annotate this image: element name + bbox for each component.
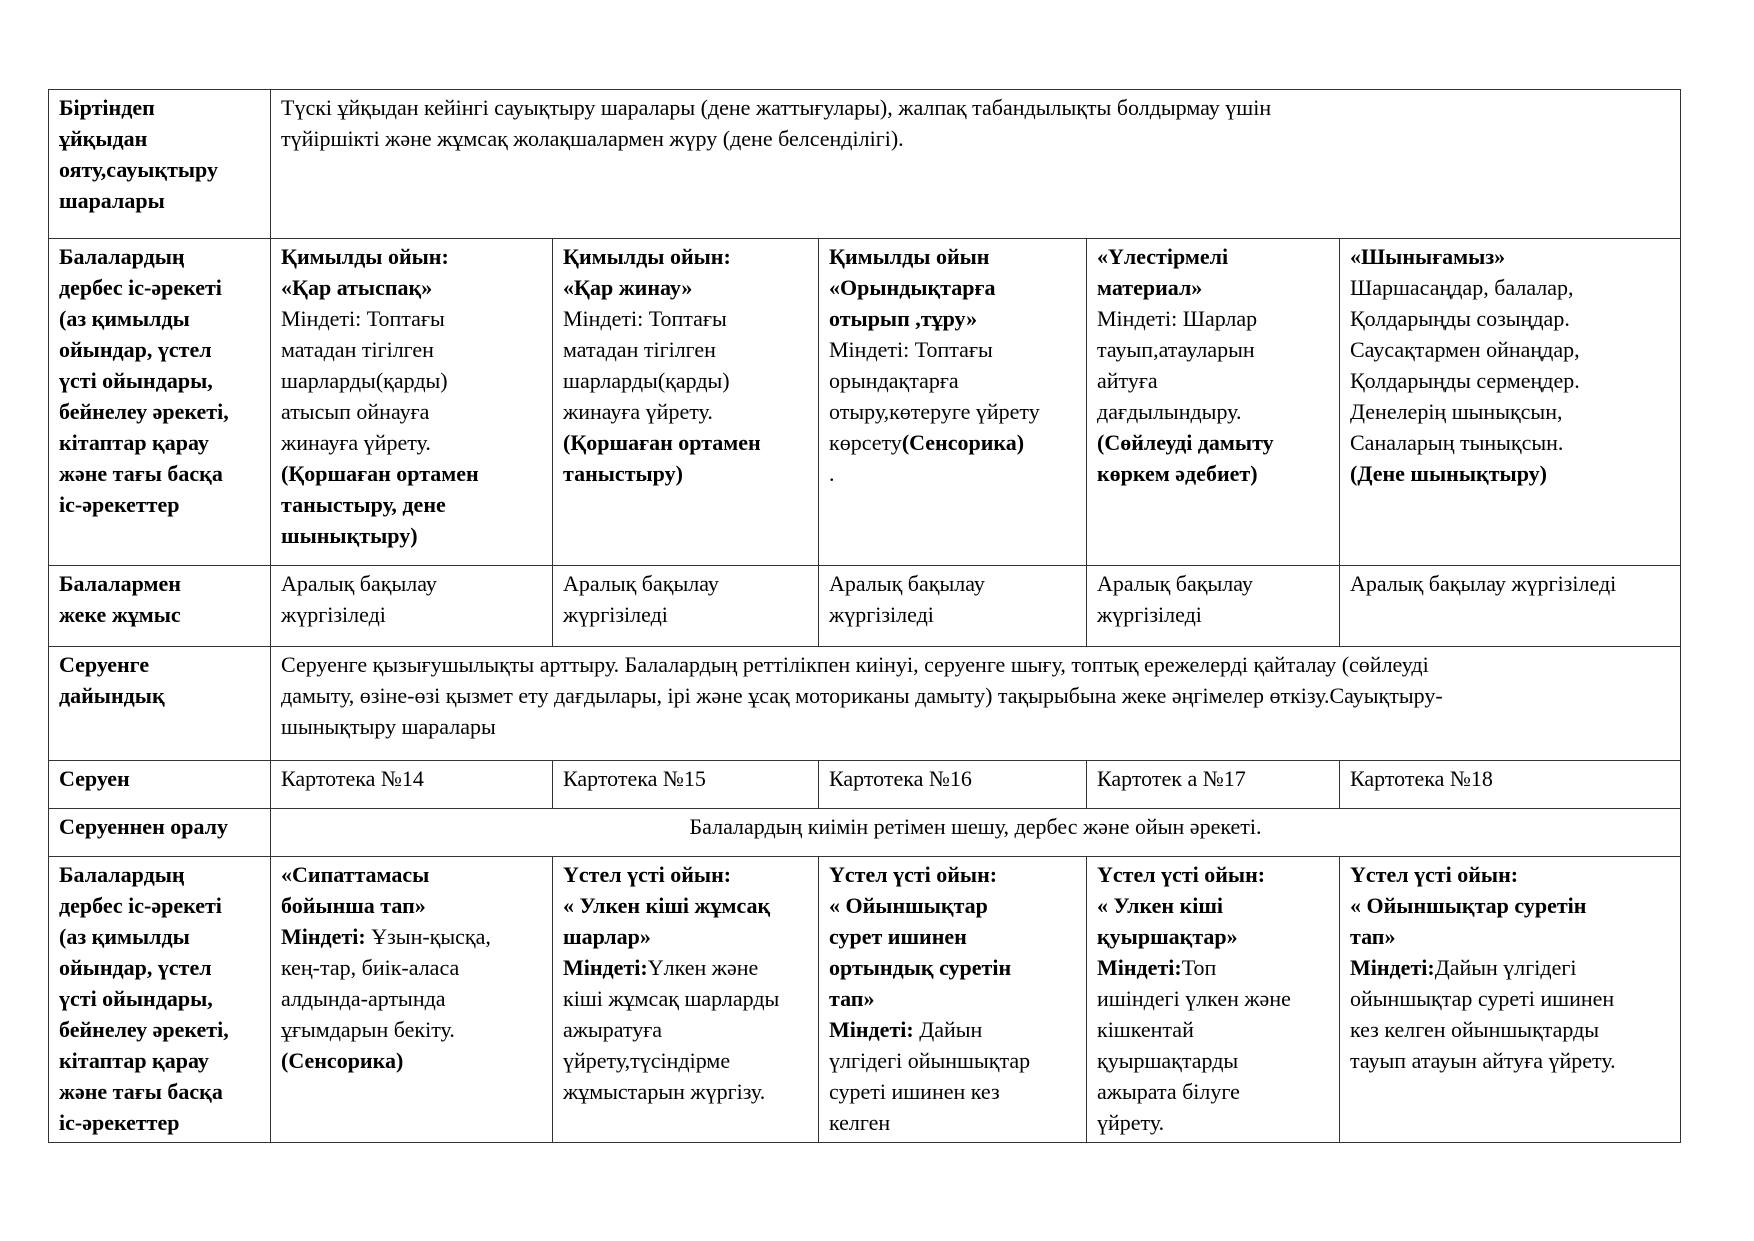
table-row-walk-prep (49, 647, 1681, 761)
cell-tail: . (829, 461, 835, 486)
walk-cell-4: Картотек а №17 (1087, 761, 1340, 809)
cell-title: «Шынығамыз» (1350, 244, 1506, 269)
return-text: Балалардың киімін ретімен шешу, дербес және ойын әрекеті. (271, 809, 1681, 857)
walk-cell-1: Картотека №14 (271, 761, 553, 809)
cell-title: Үстел үсті ойын: « Улкен кіші жұмсақ шарлар» (563, 862, 771, 949)
cell-task: Дайын үлгідегі ойыншықтар суреті ишинен кез келген (829, 1017, 1031, 1135)
walk-cell-3: Картотека №16 (819, 761, 1087, 809)
independent-1-cell-2 (553, 239, 819, 566)
table-row-individual (49, 566, 1681, 647)
independent-1-cell-3 (819, 239, 1087, 566)
individual-cell-3: Аралық бақылау жүргізіледі (819, 566, 1087, 647)
cell-area: (Сенсорика) (281, 1048, 404, 1073)
individual-cell-2: Аралық бақылау жүргізіледі (553, 566, 819, 647)
daily-plan-table (48, 89, 1681, 1143)
cell-title: «Сипаттамасы бойынша тап» (281, 862, 430, 918)
cell-title: Үстел үсті ойын: « Улкен кіші қуыршақтар» (1097, 862, 1266, 949)
document-page (48, 89, 1680, 1143)
cell-area: (Дене шынықтыру) (1350, 461, 1547, 486)
row-label-individual: Балалармен жеке жұмыс (49, 566, 271, 647)
cell-task-label: Міндеті: (1097, 955, 1182, 980)
walk-cell-5: Картотека №18 (1340, 761, 1681, 809)
table-row-independent-1 (49, 239, 1681, 566)
independent-1-cell-4 (1087, 239, 1340, 566)
table-row-independent-2 (49, 857, 1681, 1143)
cell-title: Үстел үсті ойын: « Ойыншықтар суретін тап» (1350, 862, 1587, 949)
independent-1-cell-5 (1340, 239, 1681, 566)
cell-area: (Сенсорика) (901, 430, 1025, 455)
table-row-walk (49, 761, 1681, 809)
walk-prep-text: Серуенге қызығушылықты арттыру. Балалардың реттілікпен киінуі, серуенге шығу, топтық ережелерді қайталау (сөйлеуді дамыту, өзіне-өзі қызмет ету дағдылары, ірі және ұсақ моториканы дамыту) тақырыбына жеке әңгімелер өткізу.Сауықтыру- шынықтыру шаралары (271, 647, 1681, 761)
cell-task: Ұзын-қысқа, кең-тар, биік-аласа алдында-артында ұғымдарын бекіту. (281, 924, 491, 1042)
cell-title: Қимылды ойын «Орындықтарға отырып ,тұру» (829, 244, 996, 331)
individual-cell-4: Аралық бақылау жүргізіледі (1087, 566, 1340, 647)
cell-task: Міндеті: Топтағы матадан тігілген шарларды(қарды) жинауға үйрету. (563, 306, 730, 424)
cell-task: Міндеті: Топтағы матадан тігілген шарларды(қарды) атысып ойнауға жинауға үйрету. (281, 306, 448, 455)
individual-cell-5: Аралық бақылау жүргізіледі (1340, 566, 1681, 647)
independent-2-cell-1 (271, 857, 553, 1143)
cell-task: Дайын үлгідегі ойыншықтар суреті ишинен кез келген ойыншықтарды тауып атауын айтуға үйрету. (1350, 955, 1616, 1073)
row-label-independent-1: Балалардың дербес іс-әрекеті (аз қимылды ойындар, үстел үсті ойындары, бейнелеу әрекеті, кітаптар қарау және тағы басқа іс-әрекеттер (49, 239, 271, 566)
cell-task: Міндеті: Топтағы орындақтарға отыру,көтеруге үйрету көрсету (829, 337, 1040, 455)
cell-task-label: Міндеті: (829, 1017, 914, 1042)
row-label-wakeup: Біртіндеп ұйқыдан ояту,сауықтыру шаралары (49, 90, 271, 239)
independent-2-cell-5 (1340, 857, 1681, 1143)
table-row-return (49, 809, 1681, 857)
cell-title: Үстел үсті ойын: « Ойыншықтар сурет ишинен ортындық суретін тап» (829, 862, 1012, 1011)
row-label-independent-2: Балалардың дербес іс-әрекеті (аз қимылды ойындар, үстел үсті ойындары, бейнелеу әрекеті, кітаптар қарау және тағы басқа іс-әрекеттер (49, 857, 271, 1143)
cell-title: Қимылды ойын: «Қар жинау» (563, 244, 731, 300)
independent-2-cell-3 (819, 857, 1087, 1143)
wakeup-text: Түскі ұйқыдан кейінгі сауықтыру шаралары (дене жаттығулары), жалпақ табандылықты болдырмау үшін түйіршікті және жұмсақ жолақшалармен жүру (дене белсенділігі). (271, 90, 1681, 239)
row-label-walk-prep: Серуенге дайындық (49, 647, 271, 761)
cell-task: Міндеті: Шарлар тауып,атауларын айтуға дағдылындыру. (1097, 306, 1258, 424)
cell-area: (Сөйлеуді дамыту көркем әдебиет) (1097, 430, 1274, 486)
independent-2-cell-2 (553, 857, 819, 1143)
cell-task-label: Міндеті: (563, 955, 648, 980)
table-row-wakeup (49, 90, 1681, 239)
walk-cell-2: Картотека №15 (553, 761, 819, 809)
independent-1-cell-1 (271, 239, 553, 566)
individual-cell-1: Аралық бақылау жүргізіледі (271, 566, 553, 647)
cell-area: (Қоршаған ортамен таныстыру) (563, 430, 761, 486)
row-label-return: Серуеннен оралу (49, 809, 271, 857)
cell-title: Қимылды ойын: «Қар атыспақ» (281, 244, 449, 300)
independent-2-cell-4 (1087, 857, 1340, 1143)
row-label-walk: Серуен (49, 761, 271, 809)
cell-poem: Шаршасаңдар, балалар, Қолдарыңды созыңдар. Саусақтармен ойнаңдар, Қолдарыңды сермеңдер. Денелерің шынықсын, Саналарың тынықсын. (1350, 275, 1580, 455)
cell-task-label: Міндеті: (281, 924, 366, 949)
cell-task: Топ ишіндегі үлкен және кішкентай қуыршақтарды ажырата білуге үйрету. (1097, 955, 1291, 1135)
cell-task: Үлкен және кіші жұмсақ шарларды ажыратуға үйрету,түсіндірме жұмыстарын жүргізу. (563, 955, 780, 1104)
cell-title: «Үлестірмелі материал» (1097, 244, 1229, 300)
cell-task-label: Міндеті: (1350, 955, 1435, 980)
cell-area: (Қоршаған ортамен таныстыру, дене шынықтыру) (281, 461, 479, 548)
